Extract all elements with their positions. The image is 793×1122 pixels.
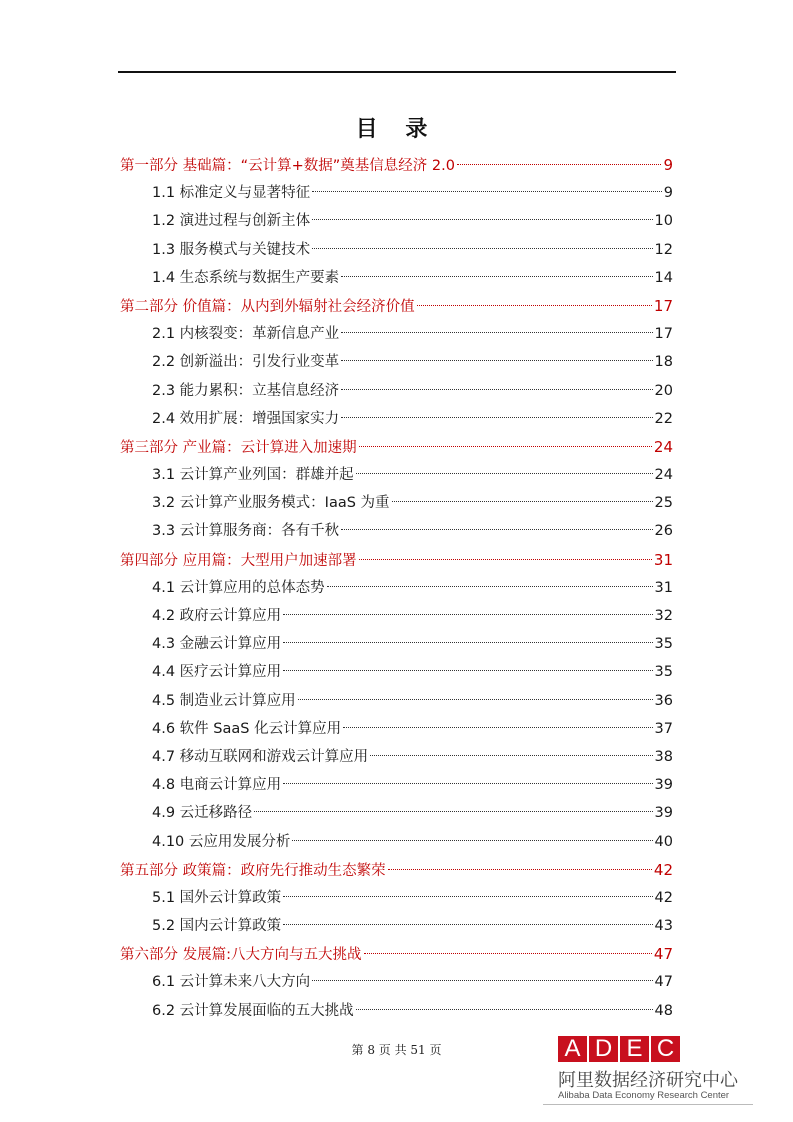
- toc-section-entry[interactable]: [120, 461, 673, 489]
- toc-dot-leader: [341, 389, 652, 390]
- toc-section-entry[interactable]: [120, 320, 673, 348]
- table-of-contents: [120, 151, 673, 1025]
- page-title: 目 录: [355, 117, 438, 142]
- toc-entry-page: 10: [654, 213, 673, 230]
- toc-entry-page: 32: [654, 608, 673, 624]
- toc-dot-leader: [341, 417, 652, 418]
- toc-entry-page: 42: [653, 860, 673, 879]
- toc-dot-leader: [359, 559, 652, 560]
- toc-entry-page: 39: [654, 777, 673, 794]
- toc-section-entry[interactable]: [120, 517, 673, 545]
- toc-section-entry[interactable]: [120, 687, 673, 715]
- toc-section-entry[interactable]: [120, 377, 673, 405]
- toc-entry-label: 3.1 云计算产业列国：群雄并起: [152, 467, 354, 484]
- toc-entry-label: 5.2 国内云计算政策: [152, 918, 282, 935]
- toc-dot-leader: [283, 642, 652, 643]
- toc-dot-leader: [341, 276, 652, 277]
- toc-entry-page: 9: [663, 156, 673, 174]
- toc-entry-page: 24: [653, 437, 673, 456]
- toc-part-heading[interactable]: [120, 940, 673, 968]
- toc-entry-label: 1.3 服务模式与关键技术: [152, 241, 311, 258]
- toc-entry-page: 18: [654, 354, 673, 371]
- toc-dot-leader: [359, 446, 652, 447]
- toc-entry-label: 2.3 能力累积：立基信息经济: [152, 382, 340, 399]
- logo-underline: [543, 1104, 753, 1105]
- toc-entry-page: 25: [654, 495, 673, 512]
- toc-entry-page: 42: [654, 889, 673, 906]
- toc-dot-leader: [327, 586, 653, 587]
- toc-dot-leader: [312, 219, 652, 220]
- toc-section-entry[interactable]: [120, 207, 673, 235]
- toc-entry-page: 35: [654, 636, 673, 653]
- toc-dot-leader: [292, 840, 652, 841]
- toc-entry-label: 3.2 云计算产业服务模式：IaaS 为重: [152, 495, 390, 512]
- toc-entry-page: 40: [654, 833, 673, 850]
- toc-entry-label: 4.2 政府云计算应用: [152, 608, 282, 624]
- toc-dot-leader: [341, 360, 652, 361]
- toc-entry-page: 48: [654, 1002, 673, 1019]
- toc-entry-page: 17: [654, 326, 673, 343]
- logo-letter: E: [620, 1036, 649, 1062]
- toc-section-entry[interactable]: [120, 630, 673, 658]
- toc-dot-leader: [312, 248, 652, 249]
- toc-entry-page: 35: [654, 664, 673, 681]
- toc-entry-label: 1.4 生态系统与数据生产要素: [152, 269, 340, 286]
- toc-entry-label: 3.3 云计算服务商：各有千秋: [152, 523, 340, 540]
- toc-section-entry[interactable]: [120, 236, 673, 264]
- toc-entry-label: 4.4 医疗云计算应用: [152, 664, 282, 681]
- toc-entry-page: 47: [653, 945, 673, 964]
- toc-dot-leader: [312, 191, 662, 192]
- logo-chinese-name: 阿里数据经济研究中心: [558, 1070, 738, 1091]
- toc-section-entry[interactable]: [120, 574, 673, 602]
- adec-logo: [543, 1036, 753, 1108]
- logo-letters: [558, 1036, 680, 1062]
- toc-section-entry[interactable]: [120, 602, 673, 630]
- toc-dot-leader: [392, 501, 653, 502]
- toc-dot-leader: [341, 332, 652, 333]
- toc-dot-leader: [343, 727, 652, 728]
- toc-entry-label: 4.10 云应用发展分析: [152, 833, 291, 850]
- logo-english-name: Alibaba Data Economy Research Center: [558, 1090, 730, 1101]
- toc-entry-page: 24: [654, 467, 673, 484]
- toc-section-entry[interactable]: [120, 912, 673, 940]
- logo-letter: A: [558, 1036, 587, 1062]
- toc-dot-leader: [457, 164, 662, 165]
- toc-entry-label: 1.2 演进过程与创新主体: [152, 213, 311, 230]
- toc-entry-page: 9: [663, 185, 673, 202]
- toc-entry-page: 26: [654, 523, 673, 540]
- toc-dot-leader: [283, 783, 652, 784]
- toc-part-heading[interactable]: [120, 546, 673, 574]
- toc-entry-label: 2.1 内核裂变：革新信息产业: [152, 326, 340, 343]
- toc-dot-leader: [341, 529, 652, 530]
- toc-dot-leader: [312, 980, 652, 981]
- toc-part-heading[interactable]: [120, 151, 673, 179]
- toc-part-heading[interactable]: [120, 856, 673, 884]
- toc-dot-leader: [283, 614, 652, 615]
- toc-entry-page: 14: [654, 269, 673, 286]
- logo-letter: C: [651, 1036, 680, 1062]
- toc-entry-label: 第五部分 政策篇：政府先行推动生态繁荣: [120, 862, 386, 879]
- toc-dot-leader: [283, 896, 652, 897]
- toc-section-entry[interactable]: [120, 997, 673, 1025]
- toc-section-entry[interactable]: [120, 799, 673, 827]
- toc-part-heading[interactable]: [120, 433, 673, 461]
- toc-entry-label: 6.2 云计算发展面临的五大挑战: [152, 1002, 354, 1019]
- toc-entry-page: 37: [654, 720, 673, 737]
- toc-entry-label: 4.3 金融云计算应用: [152, 636, 282, 653]
- toc-entry-page: 36: [654, 692, 673, 709]
- toc-entry-page: 43: [654, 918, 673, 935]
- toc-entry-label: 第六部分 发展篇:八大方向与五大挑战: [120, 947, 362, 964]
- toc-entry-label: 2.2 创新溢出：引发行业变革: [152, 354, 340, 371]
- toc-dot-leader: [364, 953, 652, 954]
- toc-entry-page: 47: [654, 974, 673, 991]
- toc-dot-leader: [370, 755, 652, 756]
- toc-entry-label: 1.1 标准定义与显著特征: [152, 185, 311, 202]
- toc-entry-label: 5.1 国外云计算政策: [152, 889, 282, 906]
- toc-entry-page: 12: [654, 241, 673, 258]
- toc-dot-leader: [283, 924, 652, 925]
- toc-entry-label: 第二部分 价值篇：从内到外辐射社会经济价值: [120, 298, 415, 315]
- page-number: 第 8 页 共 51 页: [351, 1043, 442, 1057]
- toc-section-entry[interactable]: [120, 658, 673, 686]
- toc-entry-page: 38: [654, 748, 673, 765]
- toc-section-entry[interactable]: [120, 968, 673, 996]
- toc-section-entry[interactable]: [120, 884, 673, 912]
- toc-entry-label: 4.1 云计算应用的总体态势: [152, 579, 325, 596]
- toc-section-entry[interactable]: [120, 489, 673, 517]
- toc-dot-leader: [283, 670, 652, 671]
- toc-entry-label: 第三部分 产业篇：云计算进入加速期: [120, 439, 357, 456]
- toc-dot-leader: [388, 869, 652, 870]
- toc-section-entry[interactable]: [120, 715, 673, 743]
- toc-entry-page: 20: [654, 382, 673, 399]
- toc-entry-page: 31: [654, 579, 673, 596]
- toc-entry-label: 4.9 云迁移路径: [152, 805, 253, 822]
- toc-entry-label: 4.8 电商云计算应用: [152, 777, 282, 794]
- toc-section-entry[interactable]: [120, 771, 673, 799]
- toc-section-entry[interactable]: [120, 743, 673, 771]
- toc-section-entry[interactable]: [120, 348, 673, 376]
- toc-section-entry[interactable]: [120, 179, 673, 207]
- toc-entry-label: 4.5 制造业云计算应用: [152, 692, 296, 709]
- toc-entry-page: 17: [653, 296, 673, 315]
- toc-dot-leader: [356, 473, 653, 474]
- toc-dot-leader: [417, 305, 652, 306]
- toc-entry-page: 31: [653, 550, 673, 569]
- toc-entry-label: 第四部分 应用篇：大型用户加速部署: [120, 552, 357, 569]
- header-rule: [118, 71, 676, 73]
- toc-entry-label: 4.7 移动互联网和游戏云计算应用: [152, 748, 369, 765]
- toc-section-entry[interactable]: [120, 264, 673, 292]
- toc-part-heading[interactable]: [120, 292, 673, 320]
- toc-entry-page: 22: [654, 410, 673, 427]
- toc-dot-leader: [356, 1009, 653, 1010]
- toc-dot-leader: [254, 811, 652, 812]
- toc-entry-page: 39: [654, 805, 673, 822]
- toc-entry-label: 4.6 软件 SaaS 化云计算应用: [152, 720, 342, 737]
- toc-section-entry[interactable]: [120, 405, 673, 433]
- toc-section-entry[interactable]: [120, 828, 673, 856]
- toc-entry-label: 2.4 效用扩展：增强国家实力: [152, 410, 340, 427]
- toc-entry-label: 第一部分 基础篇：“云计算+数据”奠基信息经济 2.0: [120, 158, 455, 174]
- toc-dot-leader: [298, 699, 653, 700]
- logo-letter: D: [589, 1036, 618, 1062]
- toc-entry-label: 6.1 云计算未来八大方向: [152, 974, 311, 991]
